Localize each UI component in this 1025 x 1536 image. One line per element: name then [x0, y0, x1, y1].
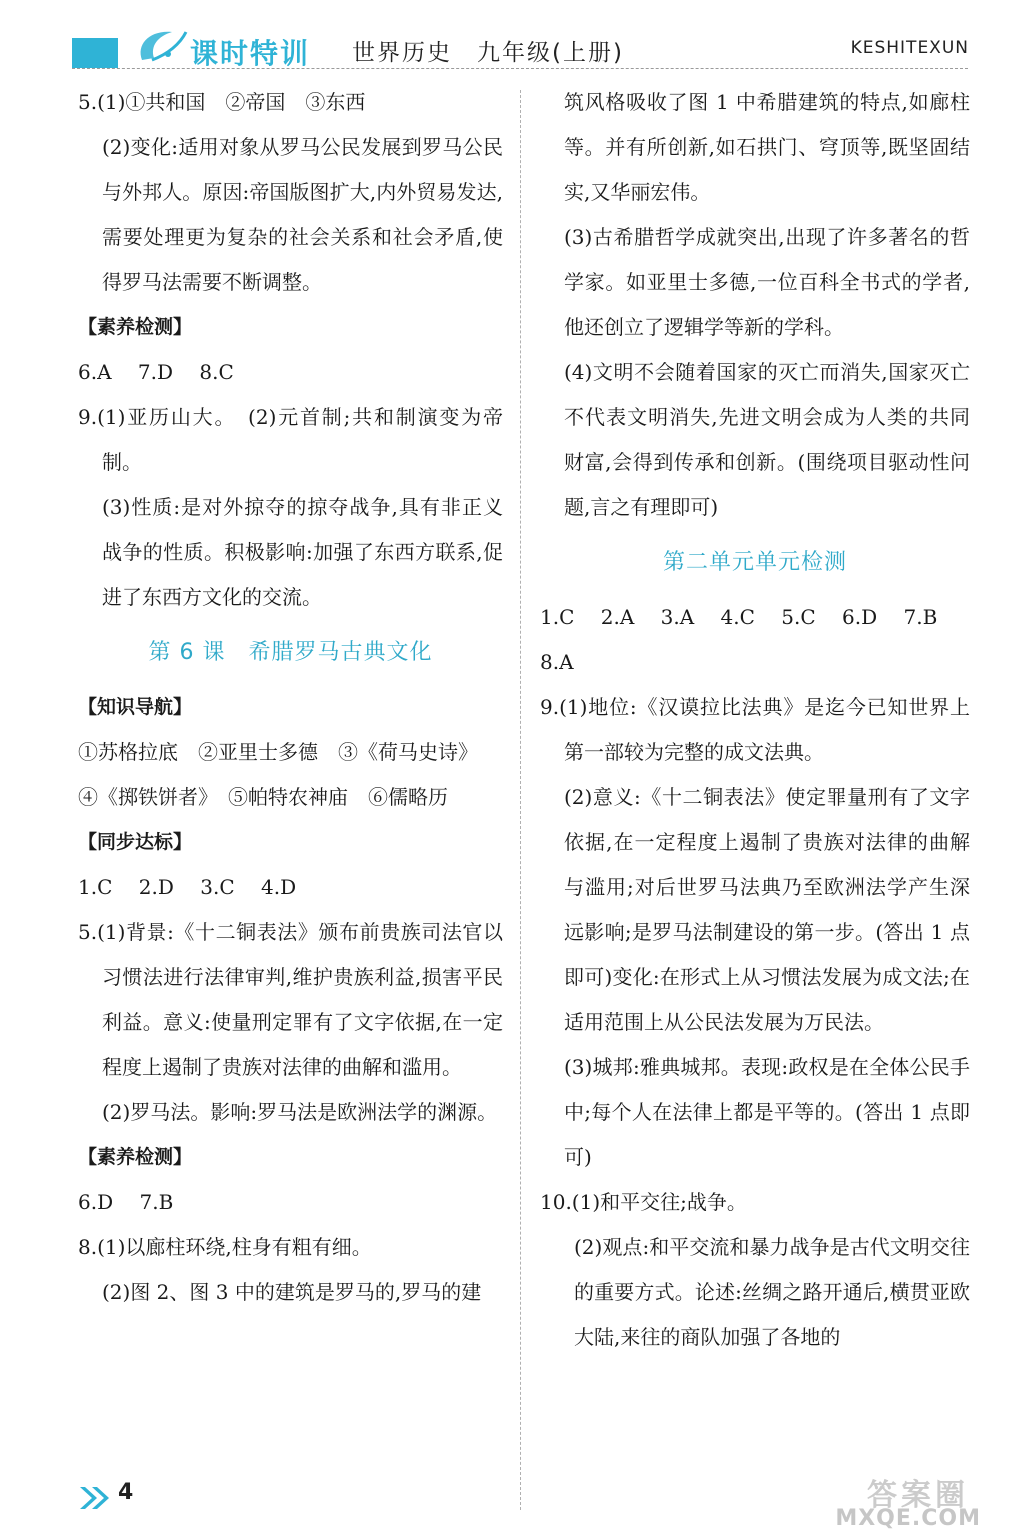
right-column [540, 80, 970, 1360]
knowledge-line-1: ①苏格拉底 ②亚里士多德 ③《荷马史诗》 [78, 740, 478, 764]
header-logo-text: 课时特训 [190, 37, 311, 70]
unit-answer-10-2: (2)观点:和平交流和暴力战争是古代文明交往的重要方式。论述:丝绸之路开通后,横贯亚欧大陆,来往的商队加强了各地的 [574, 1235, 970, 1349]
unit-answers-1-7 [540, 595, 970, 640]
answer-3: 3.C [200, 875, 235, 899]
unit-answer-3: 3.A [660, 605, 695, 629]
section-heading-zhishi: 【知识导航】 [78, 696, 193, 718]
unit-answer-10-1: 10.(1)和平交往;战争。 [540, 1190, 747, 1214]
unit-answer-9-1: 9.(1)地位:《汉谟拉比法典》是迄今已知世界上第一部较为完整的成文法典。 [540, 695, 970, 764]
watermark-logo-text: 答案圈 [867, 1478, 969, 1513]
section-heading-tongbu: 【同步达标】 [78, 831, 193, 853]
column-divider [520, 90, 521, 1510]
answers-6-7 [78, 1180, 503, 1225]
answer-4: 4.D [260, 875, 297, 899]
lesson-title: 第 6 课 希腊罗马古典文化 [148, 640, 433, 665]
answer-9-3: (3)性质:是对外掠夺的掠夺战争,具有非正义战争的性质。积极影响:加强了东西方联系,促进了东西方文化的交流。 [102, 495, 503, 609]
answer-8-4: (4)文明不会随着国家的灭亡而消失,国家灭亡不代表文明消失,先进文明会成为人类的共同财富,会得到传承和创新。(围绕项目驱动性问题,言之有理即可) [564, 360, 970, 519]
unit-answer-7: 7.B [903, 605, 938, 629]
unit-test-title: 第二单元单元检测 [662, 550, 847, 575]
answer-1: 1.C [78, 875, 113, 899]
answer-5b-1: 5.(1)背景:《十二铜表法》颁布前贵族司法官以习惯法进行法律审判,维护贵族利益,损害平民利益。意义:使量刑定罪有了文字依据,在一定程度上遏制了贵族对法律的曲解和滥用。 [78, 920, 503, 1079]
answer-8-2-continued: 筑风格吸收了图 1 中希腊建筑的特点,如廊柱等。并有所创新,如石拱门、穹顶等,既坚固结实,又华丽宏伟。 [564, 90, 970, 204]
unit-answer-1: 1.C [540, 605, 575, 629]
unit-answer-4: 4.C [720, 605, 755, 629]
section-heading-suyang-2: 【素养检测】 [78, 1146, 193, 1168]
left-column [78, 80, 503, 1315]
answer-8-2: (2)图 2、图 3 中的建筑是罗马的,罗马的建 [102, 1280, 482, 1304]
answer-2: 2.D [138, 875, 174, 899]
answer-5-2: (2)变化:适用对象从罗马公民发展到罗马公民与外邦人。原因:帝国版图扩大,内外贸易发达,需要处理更为复杂的社会关系和社会矛盾,使得罗马法需要不断调整。 [102, 135, 503, 294]
unit-answer-9-2: (2)意义:《十二铜表法》使定罪量刑有了文字依据,在一定程度上遏制了贵族对法律的曲解与滥用;对后世罗马法典乃至欧洲法学产生深远影响;是罗马法制建设的第一步。(答出 1 点即可)变化:在形式上从习惯法发展为成文法;在适用范围上从公民法发展为万民法。 [564, 785, 970, 1034]
knowledge-line-2: ④《掷铁饼者》 ⑤帕特农神庙 ⑥儒略历 [78, 785, 448, 809]
answer-9-1: 9.(1)亚历山大。 (2)元首制;共和制演变为帝制。 [78, 405, 503, 474]
answer-8: 8.C [199, 360, 234, 384]
unit-answer-6: 6.D [842, 605, 878, 629]
answers-1-4 [78, 865, 503, 910]
answer-5b-2: (2)罗马法。影响:罗马法是欧洲法学的渊源。 [102, 1100, 498, 1124]
header-subject: 世界历史 九年级(上册) [352, 40, 624, 66]
page-header [0, 0, 1025, 80]
unit-answer-8: 8.A [540, 650, 574, 674]
unit-answer-5: 5.C [781, 605, 816, 629]
answers-6-8 [78, 350, 503, 395]
answer-6b: 6.D [78, 1190, 114, 1214]
page-number: 4 [118, 1480, 134, 1505]
answer-6: 6.A [78, 360, 112, 384]
header-brand: KESHITEXUN [850, 38, 969, 58]
section-heading-suyang: 【素养检测】 [78, 316, 193, 338]
header-color-block [72, 38, 118, 68]
answer-7: 7.D [137, 360, 174, 384]
header-divider [72, 68, 968, 69]
unit-answer-2: 2.A [600, 605, 635, 629]
answer-8-3: (3)古希腊哲学成就突出,出现了许多著名的哲学家。如亚里士多德,一位百科全书式的学者,他还创立了逻辑学等新的学科。 [564, 225, 970, 339]
answer-5-1: 5.(1)①共和国 ②帝国 ③东西 [78, 90, 366, 114]
unit-answer-9-3: (3)城邦:雅典城邦。表现:政权是在全体公民手中;每个人在法律上都是平等的。(答出 1 点即可) [564, 1055, 970, 1169]
answer-7b: 7.B [139, 1190, 174, 1214]
answer-8-1: 8.(1)以廊柱环绕,柱身有粗有细。 [78, 1235, 372, 1259]
double-chevron-icon [78, 1485, 112, 1511]
watermark-url: MXQE.COM [835, 1506, 981, 1531]
